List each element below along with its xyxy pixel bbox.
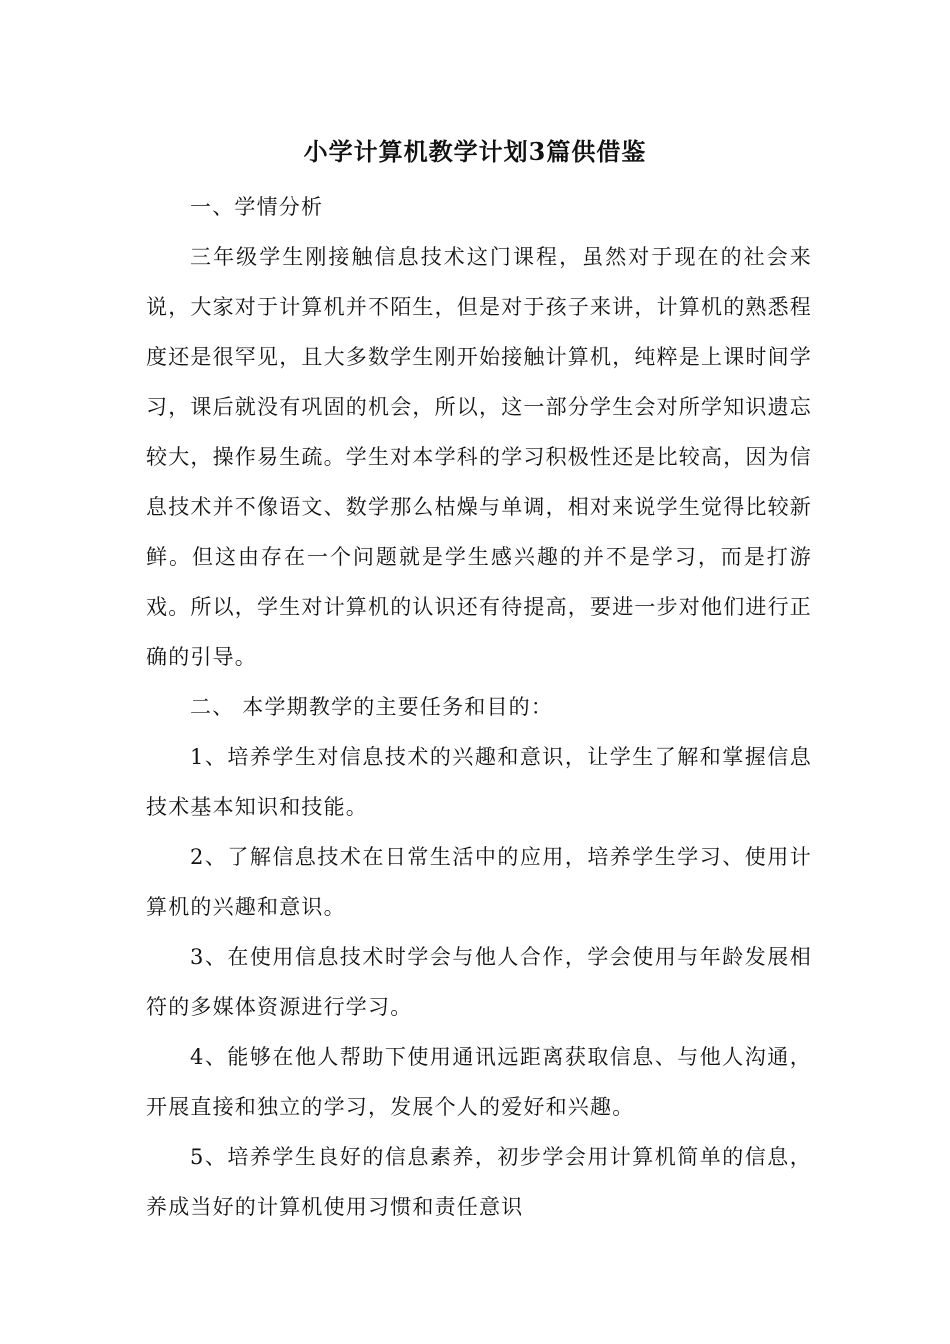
list-item-task-1: 1、培养学生对信息技术的兴趣和意识，让学生了解和掌握信息技术基本知识和技能。 [146,745,812,819]
paragraph-analysis-body: 三年级学生刚接触信息技术这门课程，虽然对于现在的社会来说，大家对于计算机并不陌生，但是对于孩子来讲，计算机的熟悉程度还是很罕见，且大多数学生刚开始接触计算机，纯粹是上课时间学习，课后就没有巩固的机会，所以，这一部分学生会对所学知识遗忘较大，操作易生疏。学生对本学科的学习积极性还是比较高，因为信息技术并不像语文、数学那么枯燥与单调，相对来说学生觉得比较新鲜。但这由存在一个问题就是学生感兴趣的并不是学习，而是打游戏。所以，学生对计算机的认识还有待提高，要进一步对他们进行正确的引导。 [146,245,812,669]
list-item-task-5: 5、培养学生良好的信息素养，初步学会用计算机简单的信息，养成当好的计算机使用习惯和责任意识 [146,1145,812,1219]
section-heading-analysis: 一、学情分析 [190,195,324,219]
document-title: 小学计算机教学计划3篇供借鉴 [303,137,647,166]
list-item-task-3: 3、在使用信息技术时学会与他人合作，学会使用与年龄发展相符的多媒体资源进行学习。 [146,945,812,1019]
section-heading-tasks: 二、 本学期教学的主要任务和目的： [190,695,554,719]
list-item-task-4: 4、能够在他人帮助下使用通讯远距离获取信息、与他人沟通，开展直接和独立的学习，发展个人的爱好和兴趣。 [146,1045,812,1119]
document-body [146,182,812,1232]
list-item-task-2: 2、了解信息技术在日常生活中的应用，培养学生学习、使用计算机的兴趣和意识。 [146,845,812,919]
